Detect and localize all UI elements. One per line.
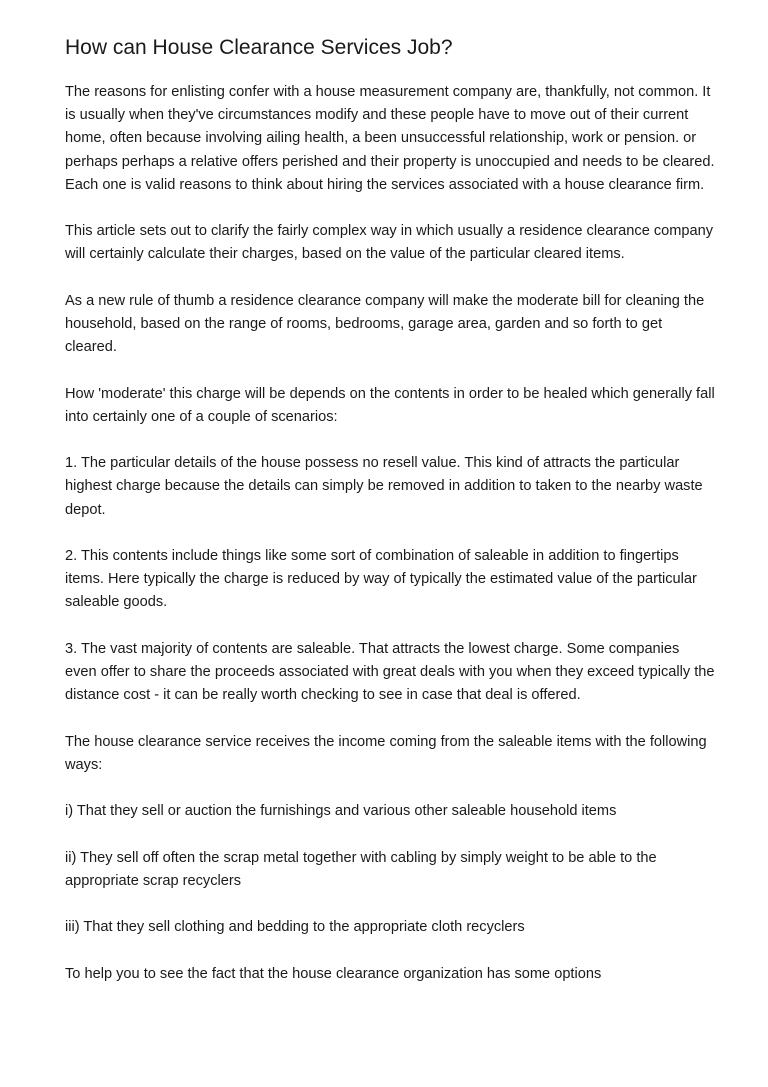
document-title: How can House Clearance Services Job? [65,36,453,59]
paragraph-income-intro: The house clearance service receives the income coming from the saleable items with the following ways: [65,733,707,773]
paragraph-scenario-3: 3. The vast majority of contents are saleable. That attracts the lowest charge. Some companies even offer to share the proceeds associated with great deals with you when they exceed typically the distance cost - it can be really worth checking to see in case that deal is offered. [65,640,715,704]
paragraph-scenario-1: 1. The particular details of the house possess no resell value. This kind of attracts the particular highest charge because the details can simply be removed in addition to taken to the nearby waste depot. [65,455,703,518]
document-page [65,34,715,1009]
paragraph-income-i: i) That they sell or auction the furnishings and various other saleable household items [65,803,617,820]
paragraph-scenario-2: 2. This contents include things like some sort of combination of saleable in addition to fingertips items. Here typically the charge is reduced by way of typically the estimated value of the particular saleable goods. [65,547,697,611]
paragraph-rule-of-thumb: As a new rule of thumb a residence clearance company will make the moderate bill for cleaning the household, based on the range of rooms, bedrooms, garage area, garden and so forth to get cleared. [65,292,705,356]
paragraph-income-iii: iii) That they sell clothing and bedding to the appropriate cloth recyclers [65,919,525,936]
paragraph-options: To help you to see the fact that the house clearance organization has some options [65,965,602,982]
paragraph-moderate-charge: How 'moderate' this charge will be depends on the contents in order to be healed which generally fall into certainly one of a couple of scenarios: [65,385,715,425]
paragraph-income-ii: ii) They sell off often the scrap metal together with cabling by simply weight to be able to the appropriate scrap recyclers [65,849,657,889]
paragraph-article-purpose: This article sets out to clarify the fairly complex way in which usually a residence clearance company will certainly calculate their charges, based on the value of the particular cleared items. [65,223,714,263]
paragraph-reasons: The reasons for enlisting confer with a house measurement company are, thankfully, not common. It is usually when they've circumstances modify and these people have to move out of their current home, often because involving ailing health, a been unsuccessful relationship, work or pension. or perhaps perhaps a relative offers perished and their property is unoccupied and needs to be cleared. Each one is valid reasons to think about hiring the services associated with a house clearance firm. [65,84,715,193]
